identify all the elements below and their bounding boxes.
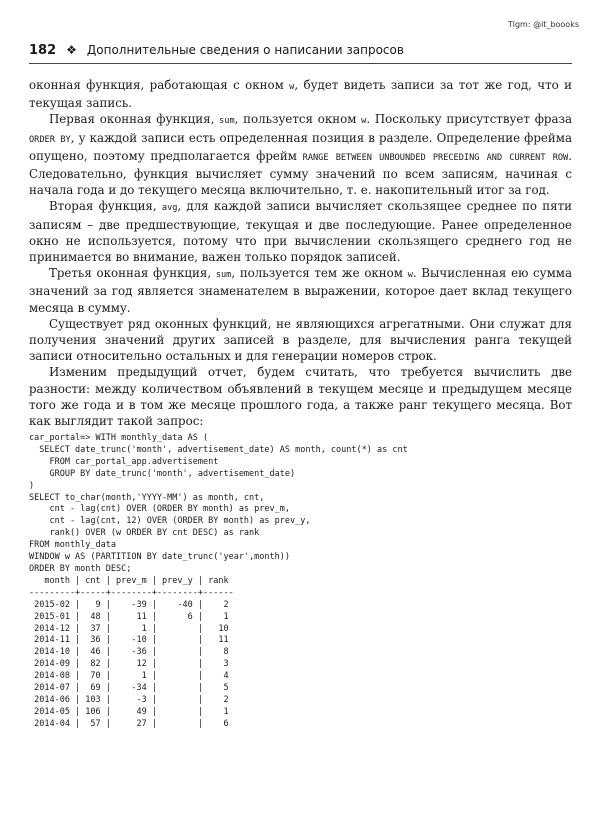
text-run: . Поскольку присутствует фраза — [366, 112, 572, 127]
body-text — [29, 77, 572, 429]
inline-code: sum — [219, 116, 235, 127]
paragraph — [29, 265, 572, 316]
inline-code: w — [407, 270, 413, 281]
inline-code: ORDER BY — [29, 134, 71, 145]
text-run: , будет видеть записи за тот же год, что и текущая запись. — [29, 78, 573, 111]
text-run: оконная функция, работающая с окном — [29, 78, 290, 92]
chapter-title: Дополнительные сведения о написании запросов — [86, 43, 404, 57]
text-run: , у каждой записи есть определенная позиция в разделе. Определение фрейма опущено, поэтому предполагается фрейм — [29, 130, 572, 163]
text-run: . Вычисленная ею сумма значений за год является знаменателем в выражении, которое дает вклад текущего месяца в сумму. — [29, 266, 572, 315]
paragraph — [29, 77, 572, 111]
text-run: , пользуется тем же окном — [231, 266, 408, 281]
text-run: , для каждой записи вычисляет скользящее среднее по пяти записям – две предшествующие, текущая и две последующие. Ранее определенное окно не используется, потому что при вычислении скользящего среднего год не принимается во внимание, важен только порядок записей. — [29, 199, 572, 265]
paragraph — [29, 111, 572, 198]
inline-code: w — [289, 82, 295, 92]
text-run: Вторая функция, — [49, 199, 162, 214]
text-run: Изменим предыдущий отчет, будем считать, что требуется вычислить две разности: между количеством объявлений в текущем месяце и предыдущем месяце того же года и в том же месяце прошлого года, а также ранг текущего месяца. Вот как выглядит такой запрос: — [29, 365, 572, 429]
text-run: . Следовательно, функция вычисляет сумму значений по всем записям, начиная с начала года и до текущего месяца включительно, т. е. накопительный итог за год. — [29, 148, 572, 198]
paragraph — [29, 364, 572, 429]
text-run: Первая оконная функция, — [49, 112, 220, 127]
inline-code: sum — [215, 270, 232, 281]
inline-code: w — [361, 116, 367, 127]
text-run: , пользуется окном — [234, 112, 362, 127]
running-header — [29, 43, 572, 64]
sql-code-block: car_portal=> WITH monthly_data AS ( SELECT date_trunc('month', advertisement_date) AS month, count(*) as cnt FROM car_portal_app.advertisement GROUP BY date_trunc('month', advertisement_date) ) SELECT to_char(month,'YYYY-MM') as month, cnt, cnt - lag(cnt) OVER (ORDER BY month) as prev_m, cnt - lag(cnt, 12) OVER (ORDER BY month) as prev_y, rank() OVER (w ORDER BY cnt DESC) as rank FROM monthly_data WINDOW w AS (PARTITION BY date_trunc('year',month)) ORDER BY month DESC; month | cnt | prev_m | prev_y | rank ---------+-----+--------+--------+------ 2015-02 | 9 | -39 | -40 | 2 2015-01 | 48 | 11 | 6 | 1 2014-12 | 37 | 1 | | 10 2014-11 | 36 | -10 | | 11 2014-10 | 46 | -36 | | 8 2014-09 | 82 | 12 | | 3 2014-08 | 70 | 1 | | 4 2014-07 | 69 | -34 | | 5 2014-06 | 103 | -3 | | 2 2014-05 | 106 | 49 | | 1 2014-04 | 57 | 27 | | 6 — [29, 433, 408, 729]
page-number: 182 — [29, 43, 57, 58]
diamond-icon: ❖ — [66, 43, 77, 57]
inline-code: RANGE BETWEEN UNBOUNDED PRECEDING AND CURRENT ROW — [302, 152, 569, 163]
paragraph — [29, 316, 572, 365]
channel-tag: Tlgm: @it_boooks — [507, 20, 579, 29]
text-run: Третья оконная функция, — [49, 266, 216, 281]
inline-code: avg — [161, 203, 178, 214]
text-run: Существует ряд оконных функций, не являющихся агрегатными. Они служат для получения значений других записей в разделе, для вычисления ранга текущей записи относительно остальных и для генерации номеров строк. — [29, 316, 572, 364]
paragraph — [29, 198, 572, 265]
